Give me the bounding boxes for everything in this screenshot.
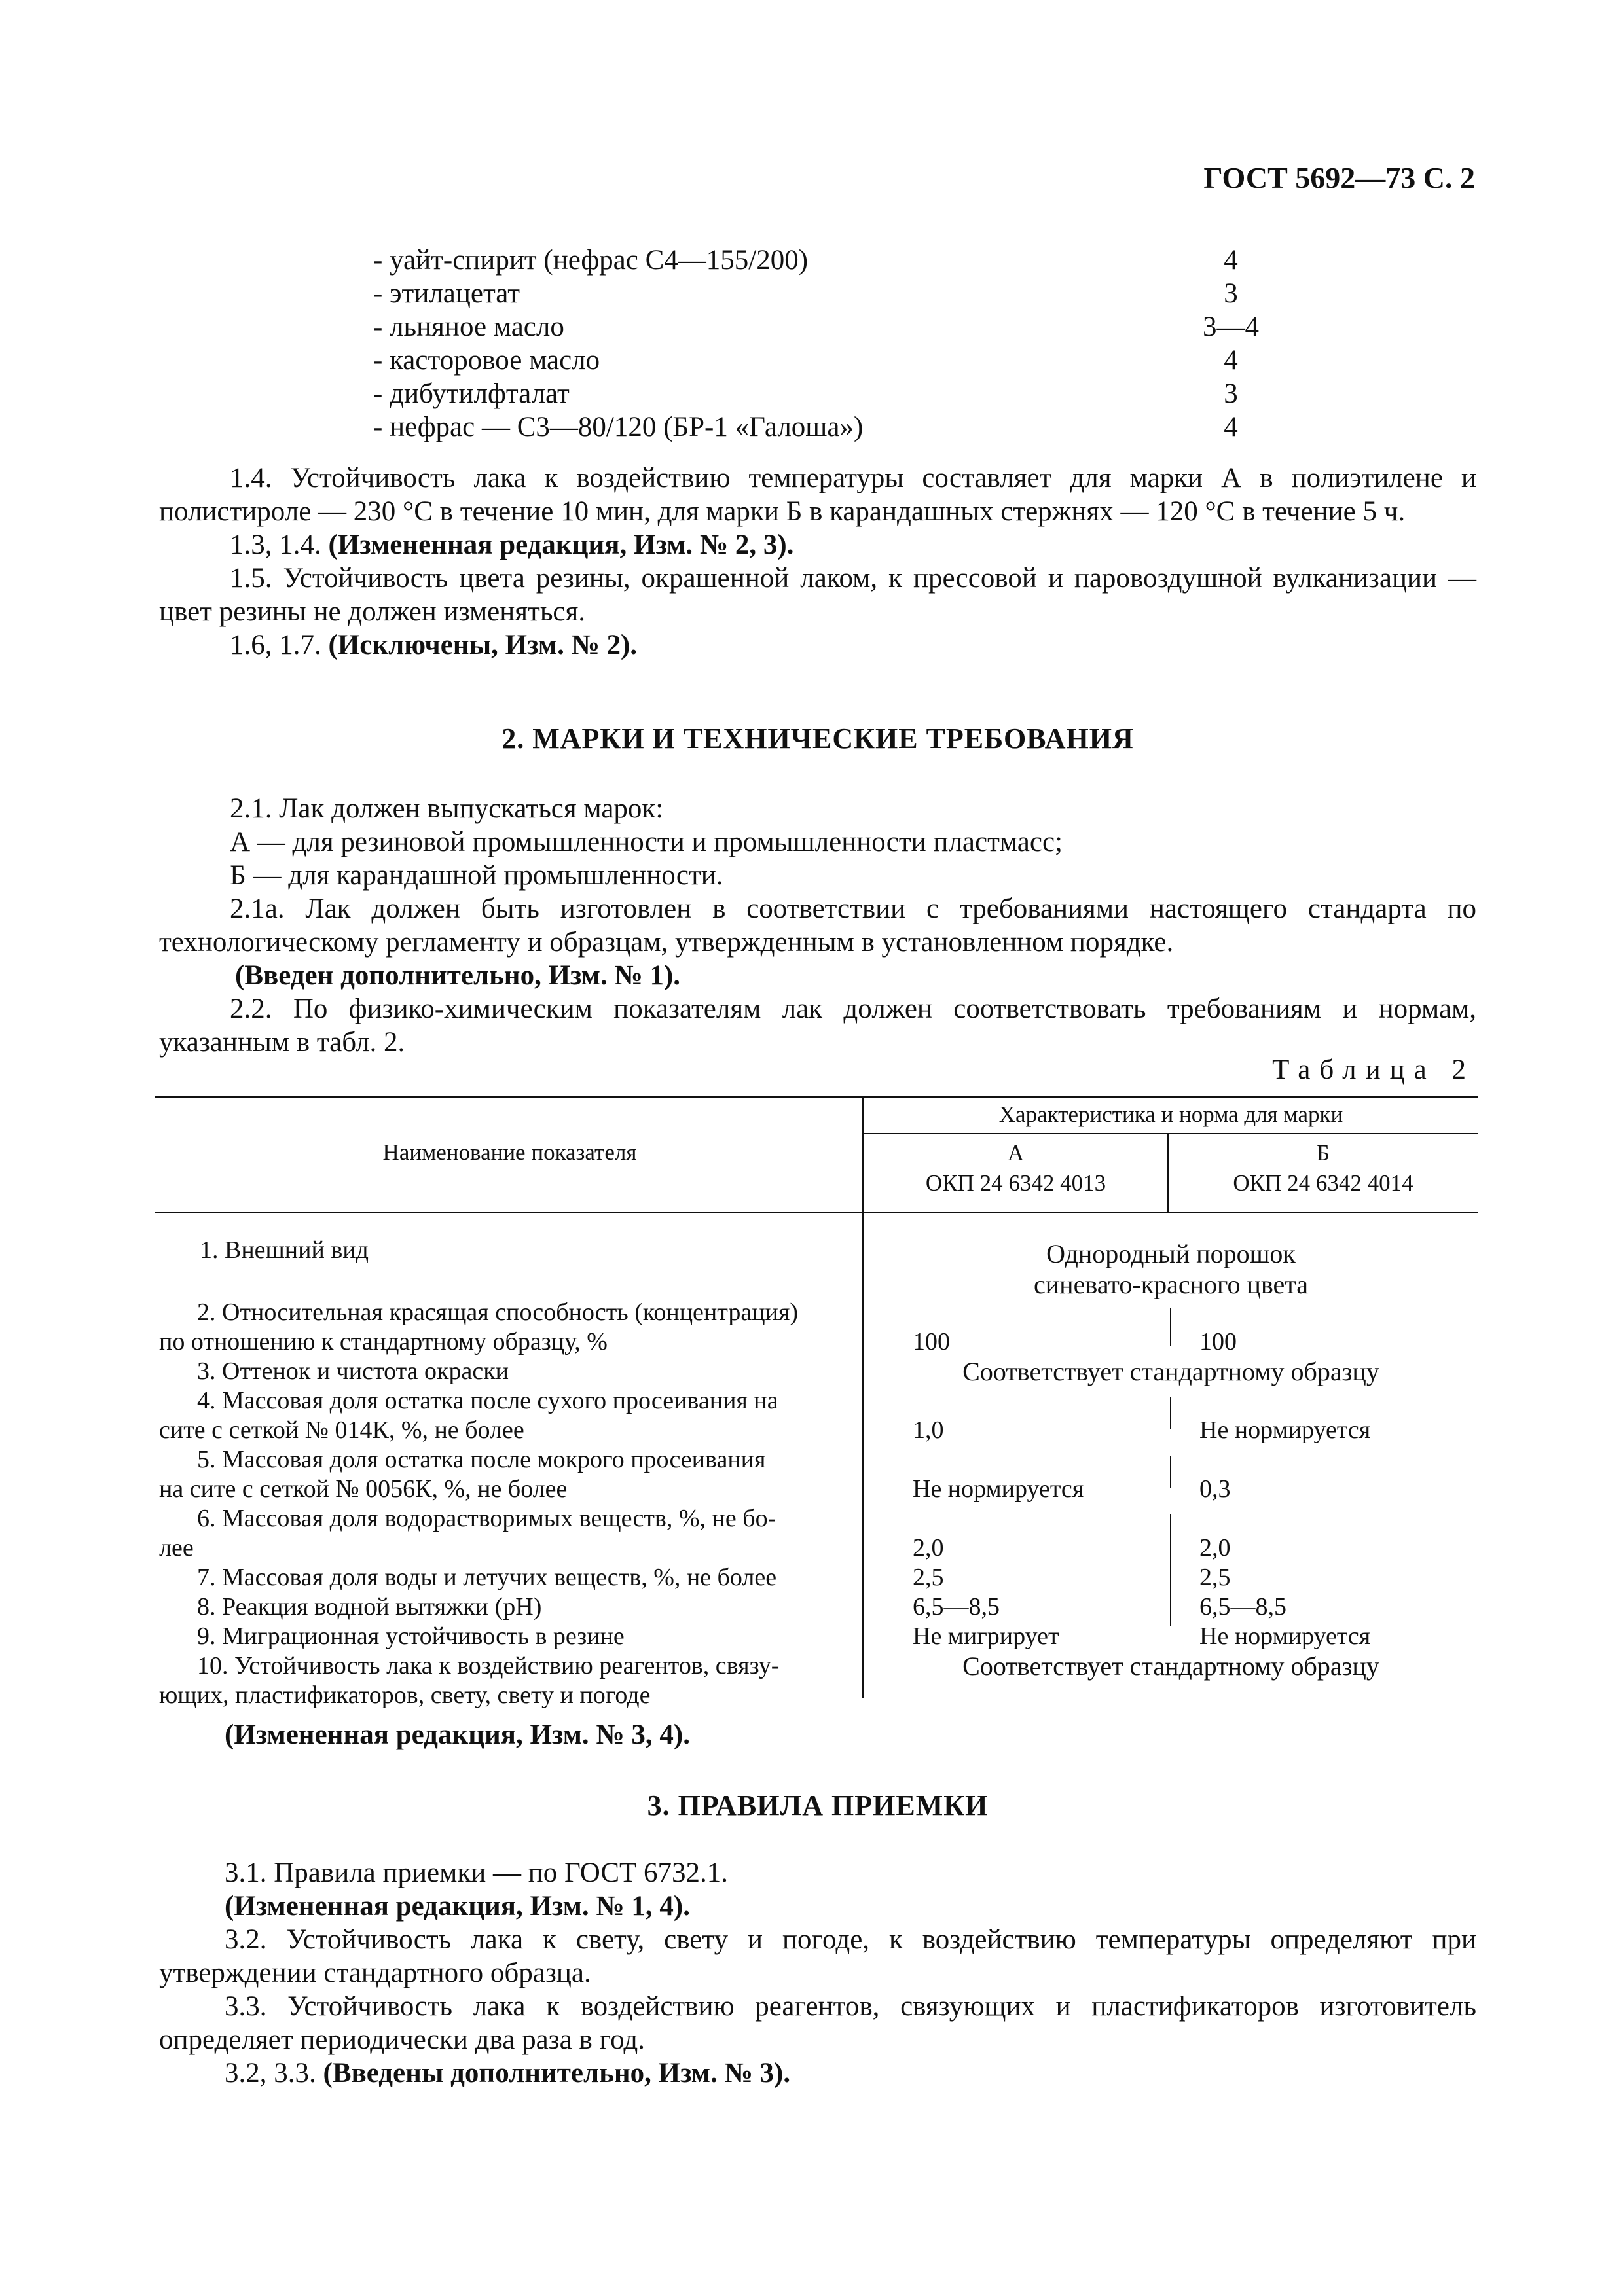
column-code-a: ОКП 24 6342 4013 (925, 1170, 1106, 1196)
solvent-value: 4 (1224, 245, 1238, 276)
cell-b: 100 (1199, 1328, 1237, 1355)
list-item (373, 410, 1283, 444)
cell-a: 1,0 (913, 1416, 944, 1444)
section-3-title: 3. ПРАВИЛА ПРИЕМКИ (647, 1789, 989, 1821)
revision-note: (Введен дополнительно, Изм. № 1). (235, 960, 681, 991)
paragraph-2-1: 2.1. Лак должен выпускаться марок: (230, 793, 664, 824)
merged-value: Однородный порошок (1046, 1239, 1296, 1268)
cell-a: Не нормируется (913, 1475, 1084, 1503)
solvent-value: 3 (1224, 378, 1238, 409)
merged-value: Соответствует стандартному образцу (962, 1357, 1379, 1386)
paragraph-2-1-a: А — для резиновой промышленности и промышленности пластмасс; (230, 827, 1063, 857)
section-3-text (159, 1856, 1476, 2090)
cell-a: Не мигрирует (913, 1623, 1059, 1650)
solvent-value: 3 (1224, 278, 1238, 309)
paragraph-1-4: 1.4. Устойчивость лака к воздействию температуры составляет для марки А в полиэтилене и полистироле — 230 °С в течение 10 мин, для марки Б в карандашных стержнях — 120 °С в течение 5 ч. (159, 463, 1476, 527)
solvent-value: 4 (1224, 345, 1238, 376)
table-rule-vertical (1170, 1308, 1171, 1346)
cell-b: 6,5—8,5 (1199, 1593, 1286, 1621)
row-label: 4. Массовая доля остатка после сухого просеивания на (197, 1387, 778, 1414)
row-label: 1. Внешний вид (200, 1236, 369, 1264)
row-label: 9. Миграционная устойчивость в резине (197, 1623, 625, 1650)
table-rule-group (863, 1133, 1478, 1134)
cell-a: 6,5—8,5 (913, 1593, 1000, 1621)
paragraph-2-1a: 2.1а. Лак должен быть изготовлен в соответствии с требованиями настоящего стандарта по технологическому регламенту и образцам, утвержденным в установленном порядке. (159, 893, 1476, 958)
paragraph-3-2-note (159, 2056, 1476, 2090)
row-label: лее (159, 1534, 194, 1562)
table-note (159, 1718, 1476, 1751)
merged-value: синевато-красного цвета (1034, 1270, 1308, 1299)
note-prefix: 1.3, 1.4. (230, 529, 321, 560)
paragraph-3-1: 3.1. Правила приемки — по ГОСТ 6732.1. (225, 1857, 729, 1888)
section-2-text (159, 792, 1476, 1059)
row-label: 2. Относительная красящая способность (концентрация) (197, 1299, 798, 1326)
column-group-header: Характеристика и норма для марки (998, 1102, 1343, 1127)
list-item (373, 310, 1283, 344)
column-header-name: Наименование показателя (382, 1139, 637, 1165)
row-label: ющих, пластификаторов, свету, свету и погоде (159, 1681, 651, 1709)
revision-note: (Введены дополнительно, Изм. № 3). (323, 2058, 791, 2089)
solvent-name: - льняное масло (373, 312, 564, 342)
revision-note: (Исключены, Изм. № 2). (328, 630, 638, 660)
paragraph-3-2: 3.2. Устойчивость лака к свету, свету и погоде, к воздействию температуры определяют при утверждении стандартного образца. (159, 1924, 1476, 1988)
merged-value: Соответствует стандартному образцу (962, 1651, 1379, 1681)
paragraph-1-6-note (159, 628, 1476, 662)
solvent-value: 4 (1224, 412, 1238, 442)
column-header-a: А (1007, 1140, 1025, 1166)
list-item (373, 277, 1283, 310)
cell-a: 2,0 (913, 1534, 944, 1562)
note-prefix: 1.6, 1.7. (230, 630, 321, 660)
column-header-b: Б (1316, 1140, 1330, 1166)
list-item (373, 243, 1283, 277)
revision-note: (Измененная редакция, Изм. № 3, 4). (225, 1719, 690, 1750)
cell-b: 2,5 (1199, 1564, 1231, 1591)
column-code-b: ОКП 24 6342 4014 (1233, 1170, 1413, 1196)
row-label: 5. Массовая доля остатка после мокрого просеивания (197, 1446, 766, 1473)
row-label: на сите с сеткой № 0056К, %, не более (159, 1475, 568, 1503)
revision-note: (Измененная редакция, Изм. № 2, 3). (328, 529, 794, 560)
paragraph-2-2: 2.2. По физико-химическим показателям лак должен соответствовать требованиям и нормам, указанным в табл. 2. (159, 994, 1476, 1058)
table-rule-vertical (1170, 1514, 1171, 1626)
row-label: 10. Устойчивость лака к воздействию реагентов, связу- (197, 1652, 780, 1679)
cell-b: 0,3 (1199, 1475, 1231, 1503)
solvent-value: 3—4 (1203, 312, 1259, 342)
solvent-list (373, 243, 1283, 444)
table-rule-vertical (862, 1096, 864, 1698)
row-label: 6. Массовая доля водорастворимых веществ, %, не бо- (197, 1505, 776, 1532)
section-2-title: 2. МАРКИ И ТЕХНИЧЕСКИЕ ТРЕБОВАНИЯ (501, 723, 1134, 755)
paragraph-1-3-note (159, 528, 1476, 562)
row-label: 8. Реакция водной вытяжки (рН) (197, 1593, 542, 1621)
table-caption: Таблица 2 (1272, 1054, 1475, 1085)
paragraph-2-1-b: Б — для карандашной промышленности. (230, 860, 723, 891)
cell-a: 100 (913, 1328, 950, 1355)
section-1-text (159, 461, 1476, 662)
row-label: 7. Массовая доля воды и летучих веществ, %, не более (197, 1564, 777, 1591)
list-item (373, 344, 1283, 377)
cell-b: Не нормируется (1199, 1623, 1371, 1650)
page-title: ГОСТ 5692—73 С. 2 (1203, 161, 1475, 194)
table-rule-vertical (1170, 1397, 1171, 1429)
solvent-name: - нефрас — С3—80/120 (БР-1 «Галоша») (373, 412, 864, 442)
note-prefix: 3.2, 3.3. (225, 2058, 316, 2089)
revision-note: (Измененная редакция, Изм. № 1, 4). (225, 1891, 690, 1922)
paragraph-1-5: 1.5. Устойчивость цвета резины, окрашенной лаком, к прессовой и паровоздушной вулканизации — цвет резины не должен изменяться. (159, 563, 1476, 627)
cell-b: 2,0 (1199, 1534, 1231, 1562)
table-rule-top (155, 1096, 1478, 1098)
solvent-name: - касторовое масло (373, 345, 600, 376)
cell-b: Не нормируется (1199, 1416, 1371, 1444)
paragraph-3-3: 3.3. Устойчивость лака к воздействию реагентов, связующих и пластификаторов изготовитель определяет периодически два раза в год. (159, 1991, 1476, 2055)
solvent-name: - этилацетат (373, 278, 520, 309)
table-rule-header (155, 1212, 1478, 1213)
list-item (373, 377, 1283, 410)
row-label: 3. Оттенок и чистота окраски (197, 1357, 509, 1385)
table-rule-vertical (1170, 1456, 1171, 1488)
row-label: сите с сеткой № 014К, %, не более (159, 1416, 524, 1444)
row-label: по отношению к стандартному образцу, % (159, 1328, 608, 1355)
solvent-name: - уайт-спирит (нефрас С4—155/200) (373, 245, 809, 276)
solvent-name: - дибутилфталат (373, 378, 570, 409)
cell-a: 2,5 (913, 1564, 944, 1591)
